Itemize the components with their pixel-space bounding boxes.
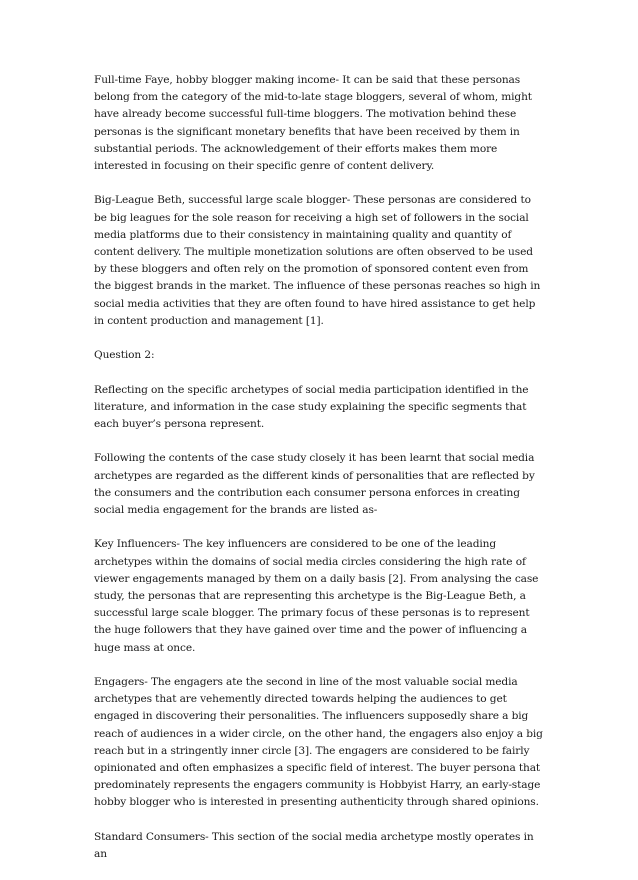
paragraph-archetypes-intro: Following the contents of the case study closely it has been learnt that social media archetypes are regarded as the different kinds of personalities that are reflected by the consumers and the contribution each consumer persona enforces in creating social media engagement for the brands are listed as- — [94, 452, 535, 517]
paragraph-full-time-faye: Full-time Faye, hobby blogger making income- It can be said that these personas belong from the category of the mid-to-late stage bloggers, several of whom, might have already become successful full-time bloggers. The motivation behind these personas is the significant monetary benefits that have been received by them in substantial periods. The acknowledgement of their efforts makes them more interested in focusing on their specific genre of content delivery. — [94, 74, 532, 173]
document-body — [94, 72, 546, 880]
paragraph-key-influencers: Key Influencers- The key influencers are considered to be one of the leading archetypes within the domains of social media circles considering the high rate of viewer engagements managed by them on a daily basis [2]. From analysing the case study, the personas that are representing this archetype is the Big-League Beth, a successful large scale blogger. The primary focus of these personas is to represent the huge followers that they have gained over time and the power of influencing a huge mass at once. — [94, 538, 539, 654]
question-heading: Question 2: — [94, 349, 155, 362]
paragraph-engagers: Engagers- The engagers ate the second in line of the most valuable social media archetypes that are vehemently directed towards helping the audiences to get engaged in discovering their personalities. The influencers supposedly share a big reach of audiences in a wider circle, on the other hand, the engagers also enjoy a big reach but in a stringently inner circle [3]. The engagers are considered to be fairly opinionated and often emphasizes a specific field of interest. The buyer persona that predominately represents the engagers community is Hobbyist Harry, an early-stage hobby blogger who is interested in presenting authenticity through shared opinions. — [94, 676, 543, 809]
paragraph-standard-consumers: Standard Consumers- This section of the social media archetype mostly operates in an — [94, 830, 534, 861]
paragraph-big-league-beth: Big-League Beth, successful large scale blogger- These personas are considered to be big leagues for the sole reason for receiving a high set of followers in the social media platforms due to their consistency in maintaining quality and quantity of content delivery. The multiple monetization solutions are often observed to be used by these bloggers and often rely on the promotion of sponsored content even from the biggest brands in the market. The influence of these personas reaches so high in social media activities that they are often found to have hired assistance to get help in content production and management [1]. — [94, 194, 541, 327]
paragraph-question-prompt: Reflecting on the specific archetypes of social media participation identified in the literature, and information in the case study explaining the specific segments that each buyer’s persona represent. — [94, 383, 529, 431]
